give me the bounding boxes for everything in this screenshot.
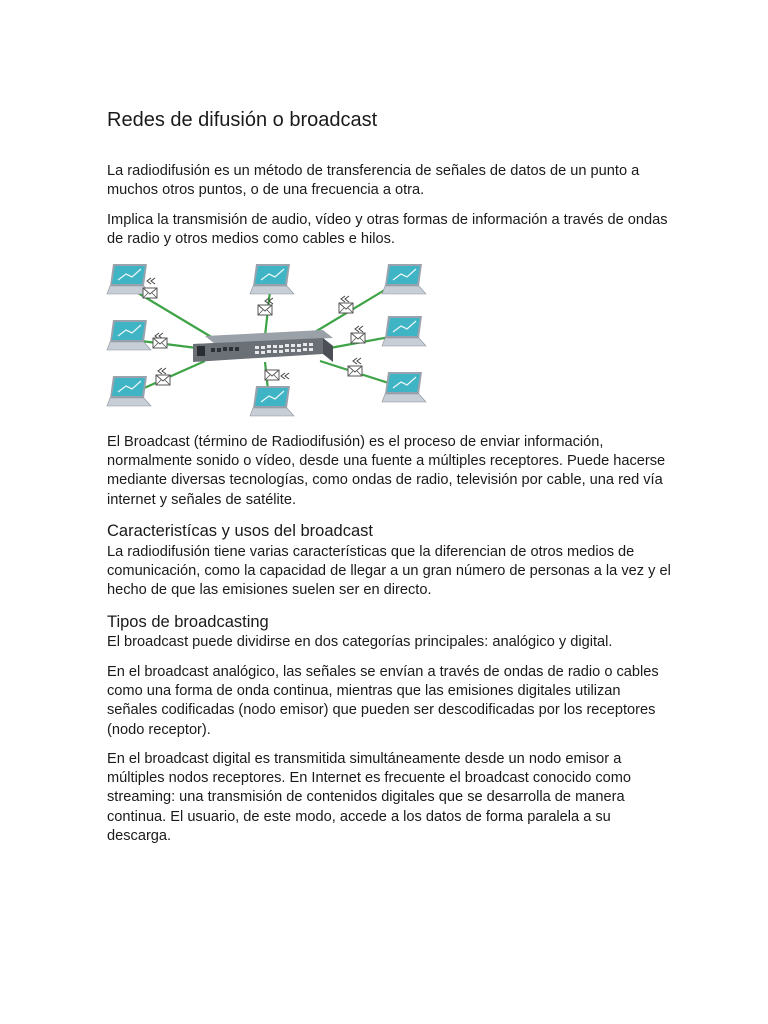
network-switch-icon — [193, 330, 333, 362]
analog-broadcast-paragraph: En el broadcast analógico, las señales se envían a través de ondas de radio o cables como una forma de onda continua, mientras que las emisiones digitales utilizan señales codificadas (nodo emisor) que pueden ser descodificadas por los receptores (nodo receptor). — [107, 664, 659, 738]
broadcast-definition-paragraph: El Broadcast (término de Radiodifusión) es el proceso de enviar información, normalmente sonido o vídeo, desde una fuente a múltiples receptores. Puede hacerse mediante diversas tecnologías, como ondas de radio, televisión por cable, una red vía internet y señales de satélite. — [107, 434, 666, 508]
envelope-icon — [258, 298, 273, 315]
transmission-paragraph: Implica la transmisión de audio, vídeo y otras formas de información a través de ondas de radio y otros medios como cables e hilos. — [107, 212, 668, 248]
laptop-icon — [250, 264, 294, 294]
envelope-icon — [351, 326, 365, 343]
envelope-icon — [143, 278, 157, 298]
laptop-icon — [382, 264, 426, 294]
envelope-icon — [339, 296, 353, 313]
envelope-icon — [156, 368, 170, 385]
digital-broadcast-paragraph: En el broadcast digital es transmitida simultáneamente desde un nodo emisor a múltiples nodos receptores. En Internet es frecuente el broadcast conocido como streaming: una transmisión de contenidos digitales que se desarrolla de manera continua. El usuario, de este modo, accede a los datos de forma paralela a su descarga. — [107, 751, 632, 844]
section-heading-types: Tipos de broadcasting — [107, 613, 269, 631]
page-title: Redes de difusión o broadcast — [107, 109, 378, 131]
intro-paragraph: La radiodifusión es un método de transferencia de señales de datos de un punto a muchos otros puntos, o de una frecuencia a otra. — [107, 163, 640, 199]
laptop-icon — [107, 376, 151, 406]
laptop-icon — [382, 372, 426, 402]
envelope-icon — [153, 333, 167, 348]
envelope-icon — [348, 358, 362, 376]
envelope-icon — [265, 370, 289, 380]
laptop-icon — [382, 316, 426, 346]
laptop-icon — [107, 320, 151, 350]
broadcast-network-diagram — [105, 258, 427, 418]
section-heading-characteristics: Caracteristícas y usos del broadcast — [107, 522, 373, 540]
characteristics-paragraph: La radiodifusión tiene varias características que la diferencian de otros medios de comunicación, como la capacidad de llegar a un gran número de personas a la vez y el hecho de que las emisiones suelen ser en directo. — [107, 544, 671, 599]
types-paragraph: El broadcast puede dividirse en dos categorías principales: analógico y digital. — [107, 634, 613, 650]
laptop-icon — [250, 386, 294, 416]
